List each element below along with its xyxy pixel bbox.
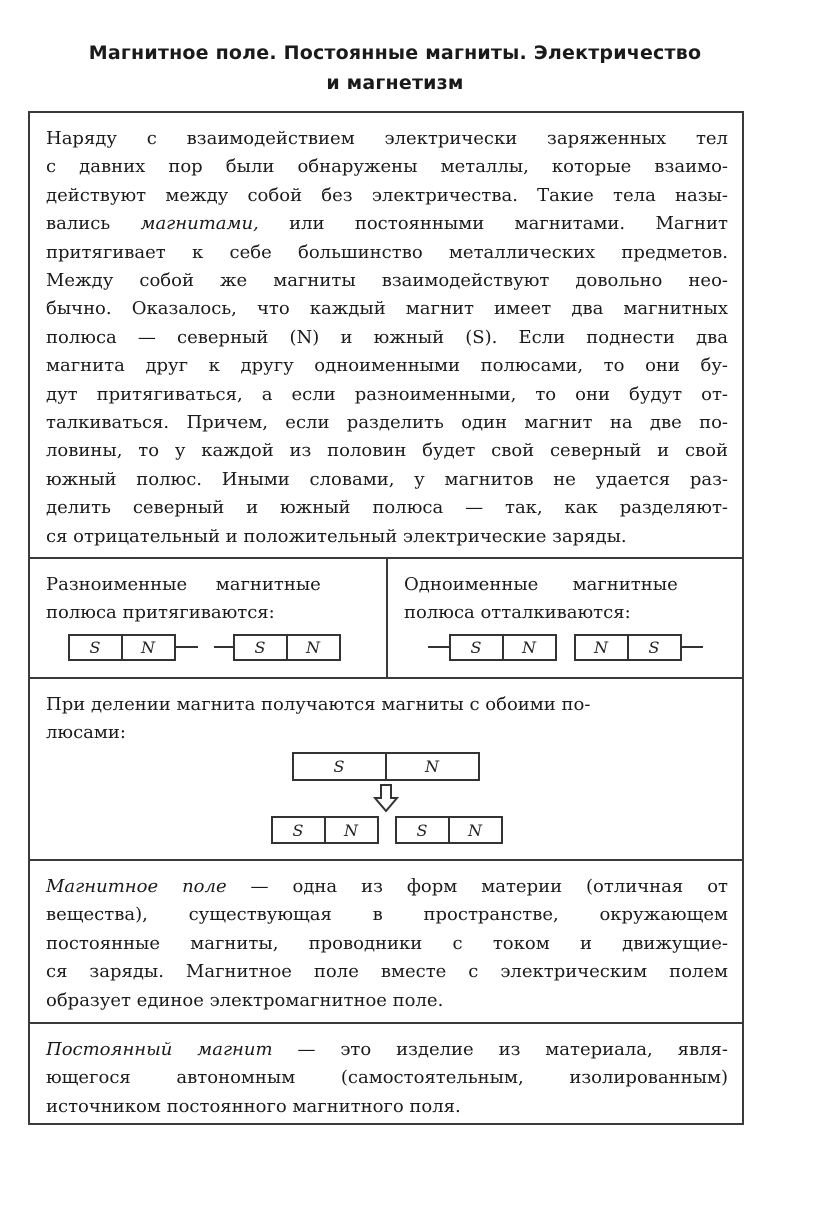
- intro-line: Наряду с взаимодействием электрически заряженных тел: [46, 128, 728, 149]
- attract-panel: [30, 559, 386, 677]
- term-permanent-magnet: Постоянный магнит: [46, 1039, 273, 1060]
- half-magnet-right: [396, 817, 502, 843]
- pole-label: S: [648, 638, 660, 657]
- intro-section: [30, 125, 742, 551]
- intro-line: полюса — северный (N) и южный (S). Если поднести два: [46, 326, 728, 348]
- repel-diagram: [388, 629, 742, 669]
- intro-line: притягивает к себе большинство металлических предметов.: [46, 241, 728, 263]
- intro-text: [30, 125, 742, 551]
- pole-label: N: [306, 638, 320, 657]
- field-definition-section: [30, 859, 742, 1022]
- down-arrow-icon: [375, 785, 397, 811]
- intro-line: делить северный и южный полюса — так, как разделяют-: [46, 497, 728, 519]
- repel-text: [388, 571, 742, 628]
- pole-label: S: [470, 638, 482, 657]
- intro-line: бычно. Оказалось, что каждый магнит имеет два магнитных: [46, 298, 728, 320]
- field-def-line: [46, 873, 728, 901]
- field-definition-text: [30, 861, 742, 1015]
- pole-label: S: [292, 821, 304, 840]
- term-magnetic-field: Магнитное поле: [46, 876, 227, 897]
- content-frame: [28, 111, 744, 1125]
- magnet-right: [575, 635, 703, 660]
- field-def-line: постоянные магниты, проводники с током и движущие-: [46, 932, 728, 954]
- intro-line: [46, 210, 728, 238]
- intro-line: с давних пор были обнаружены металлы, которые взаимо-: [46, 156, 728, 178]
- magnet-definition-text: [30, 1024, 742, 1121]
- intro-line: действуют между собой без электричества. Такие тела назы-: [46, 184, 728, 206]
- repel-line-2: полюса отталкиваются:: [404, 602, 631, 624]
- pole-label: N: [344, 821, 358, 840]
- division-line-2: люсами:: [46, 722, 126, 744]
- half-magnet-left: [272, 817, 378, 843]
- attract-text: [30, 571, 386, 628]
- magnet-def-line: [46, 1036, 728, 1064]
- pole-label: N: [522, 638, 536, 657]
- intro-line: талкиваться. Причем, если разделить один магнит на две по-: [46, 412, 728, 434]
- poles-section: [30, 557, 742, 677]
- attract-line-1: Разноименные магнитные: [46, 574, 321, 595]
- division-text: [30, 679, 742, 748]
- pole-label: N: [594, 638, 608, 657]
- pole-label: S: [416, 821, 428, 840]
- term-magnets: магнитами,: [140, 213, 259, 235]
- attract-line-2: полюса притягиваются:: [46, 602, 275, 624]
- pole-label: N: [425, 757, 439, 776]
- field-def-line: образует единое электромагнитное поле.: [46, 989, 444, 1011]
- pole-label: N: [141, 638, 155, 657]
- field-def-fragment: — одна из форм материи (отличная от: [226, 876, 728, 897]
- magnet-def-line: ющегося автономным (самостоятельным, изолированным): [46, 1067, 728, 1089]
- magnet-left: [428, 635, 556, 660]
- magnet-left: [69, 635, 198, 660]
- intro-line: Между собой же магниты взаимодействуют довольно нео-: [46, 270, 728, 292]
- pole-label: S: [89, 638, 101, 657]
- intro-line: южный полюс. Иными словами, у магнитов не удается раз-: [46, 468, 728, 490]
- repel-panel: [388, 559, 742, 677]
- magnet-right: [214, 635, 340, 660]
- intro-line: ловины, то у каждой из половин будет свой северный и свой: [46, 440, 728, 462]
- intro-line: ся отрицательный и положительный электрические заряды.: [46, 525, 627, 547]
- magnet-def-line: источником постоянного магнитного поля.: [46, 1095, 461, 1117]
- title-line-1: Магнитное поле. Постоянные магниты. Электричество: [88, 42, 702, 64]
- division-diagram: [30, 747, 742, 857]
- division-section: [30, 677, 742, 859]
- attract-diagram: [30, 629, 386, 669]
- intro-line: магнита друг к другу одноименными полюсами, то они бу-: [46, 355, 728, 377]
- magnet-def-fragment: — это изделие из материала, явля-: [272, 1039, 728, 1060]
- field-def-line: ся заряды. Магнитное поле вместе с электрическим полем: [46, 961, 728, 983]
- division-line-1: При делении магнита получаются магниты с обоими по-: [46, 694, 591, 715]
- intro-fragment: или постоянными магнитами. Магнит: [258, 213, 729, 235]
- pole-label: N: [468, 821, 482, 840]
- field-def-line: вещества), существующая в пространстве, окружающем: [46, 904, 728, 926]
- intro-line: дут притягиваться, а если разноименными, то они будут от-: [46, 383, 728, 405]
- repel-line-1: Одноименные магнитные: [404, 574, 678, 595]
- intro-fragment: вались: [46, 213, 141, 235]
- pole-label: S: [333, 757, 345, 776]
- title-line-2: и магнетизм: [326, 72, 464, 94]
- page-title: [30, 38, 760, 98]
- magnet-definition-section: [30, 1022, 742, 1125]
- pole-label: S: [254, 638, 266, 657]
- whole-magnet: [293, 753, 479, 780]
